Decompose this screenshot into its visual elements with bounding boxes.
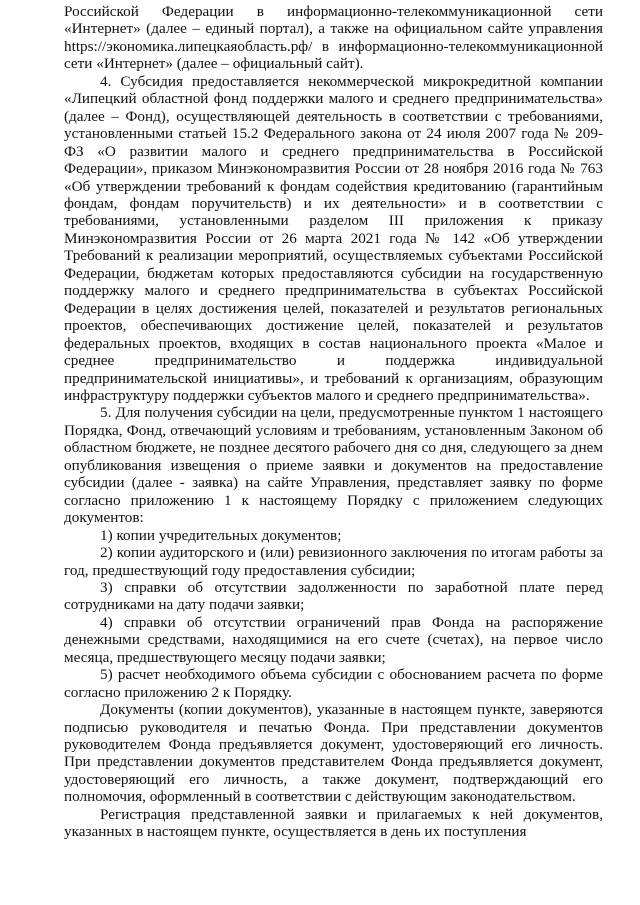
list-item-5: 5) расчет необходимого объема субсидии с обоснованием расчета по форме согласно приложению 2 к Порядку.	[64, 666, 603, 701]
list-item-3: 3) справки об отсутствии задолженности по заработной плате перед сотрудниками на дату подачи заявки;	[64, 578, 603, 614]
paragraph-continuation: Российской Федерации в информационно-телекоммуникационной сети «Интернет» (далее – единый портал), а также на официальном сайте управления https://экономика.липецкаяобласть.рф/ в информационно-телекоммуникационной сети «Интернет» (далее – официальный сайт).	[64, 3, 603, 73]
list-item-4: 4) справки об отсутствии ограничений прав Фонда на распоряжение денежными средствами, находящимися на его счете (счетах), на первое число месяца, предшествующего месяцу подачи заявки;	[64, 613, 603, 666]
list-item-1: 1) копии учредительных документов;	[100, 526, 342, 544]
paragraph-registration: Регистрация представленной заявки и прилагаемых к ней документов, указанных в настоящем пункте, осуществляется в день их поступления	[64, 805, 603, 841]
paragraph-documents: Документы (копии документов), указанные в настоящем пункте, заверяются подписью руководителя и печатью Фонда. При представлении документов руководителем Фонда предъявляется документ, удостоверяющий его личность. При представлении документов представителем Фонда предъявляется документ, удостоверяющий его личность, а также документ, подтверждающий его полномочия, оформленный в соответствии с действующим законодательством.	[64, 701, 603, 806]
paragraph-4: 4. Субсидия предоставляется некоммерческой микрокредитной компании «Липецкий областной фонд поддержки малого и среднего предпринимательства» (далее – Фонд), осуществляющей деятельность в соответствии с требованиями, установленными статьей 15.2 Федерального закона от 24 июля 2007 года № 209-ФЗ «О развитии малого и среднего предпринимательства в Российской Федерации», приказом Минэкономразвития России от 28 ноября 2016 года № 763 «Об утверждении требований к фондам содействия кредитованию (гарантийным фондам, фондам поручительств) и их деятельности» и в соответствии с требованиями, установленными разделом III приложения к приказу Минэкономразвития России от 26 марта 2021 года № 142 «Об утверждении Требований к реализации мероприятий, осуществляемых субъектами Российской Федерации, бюджетам которых предоставляются субсидии на государственную поддержку малого и среднего предпринимательства в субъектах Российской Федерации в целях достижения целей, показателей и результатов региональных проектов, обеспечивающих достижение целей, показателей и результатов федеральных проектов, входящих в состав национального проекта «Малое и среднее предпринимательство и поддержка индивидуальной предпринимательской инициативы», и требований к организациям, образующим инфраструктуру поддержки субъектов малого и среднего предпринимательства».	[64, 72, 603, 404]
list-item-2: 2) копии аудиторского и (или) ревизионного заключения по итогам работы за год, предшествующий году предоставления субсидии;	[64, 544, 603, 579]
paragraph-5: 5. Для получения субсидии на цели, предусмотренные пунктом 1 настоящего Порядка, Фонд, отвечающий условиям и требованиям, установленным Законом об областном бюджете, не позднее десятого рабочего дня со дня, следующего за днем опубликования извещения о приеме заявки и документов на предоставление субсидии (далее - заявка) на сайте Управления, представляет заявку по форме согласно приложению 1 к настоящему Порядку с приложением следующих документов:	[64, 404, 603, 527]
document-body	[64, 3, 603, 841]
